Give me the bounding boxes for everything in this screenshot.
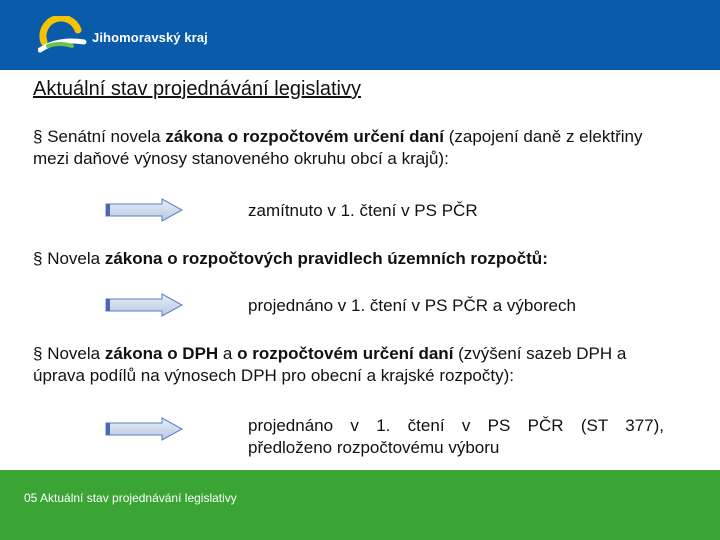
item-3-pre: Novela xyxy=(42,344,105,363)
right-arrow-icon xyxy=(104,292,184,318)
item-1-result: zamítnuto v 1. čtení v PS PČR xyxy=(248,201,478,220)
item-2-text xyxy=(33,248,673,270)
item-2-result: projednáno v 1. čtení v PS PČR a výborech xyxy=(248,296,576,315)
item-3-result-line-2: předloženo rozpočtovému výboru xyxy=(248,438,500,457)
item-1-bold: zákona o rozpočtovém určení daní xyxy=(165,127,445,146)
item-3-bold-2: o rozpočtovém určení daní xyxy=(237,344,454,363)
item-3-result xyxy=(248,415,664,459)
right-arrow-icon xyxy=(104,197,184,223)
item-3-mid: a xyxy=(218,344,238,363)
brand-name: Jihomoravský kraj xyxy=(92,30,208,45)
item-3-bold-1: zákona o DPH xyxy=(104,344,219,363)
item-2-bold: zákona o rozpočtových pravidlech územních rozpočtů: xyxy=(104,249,548,268)
item-3-result-line-1: projednáno v 1. čtení v PS PČR (ST 377), xyxy=(248,416,664,435)
item-2-pre: Novela xyxy=(42,249,105,268)
right-arrow-icon xyxy=(104,416,184,442)
bullet: § xyxy=(33,249,43,268)
item-1-post: (zapojení daně z elektřiny mezi daňové výnosy stanoveného okruhu obcí a krajů): xyxy=(33,127,643,168)
item-1-text xyxy=(33,126,673,170)
footer-band xyxy=(0,470,720,540)
region-logo-icon xyxy=(38,16,88,56)
footer-text: 05 Aktuální stav projednávání legislativy xyxy=(24,491,237,505)
page-title: Aktuální stav projednávání legislativy xyxy=(33,78,361,100)
item-3-post: (zvýšení sazeb DPH a úprava podílů na výnosech DPH pro obecní a krajské rozpočty): xyxy=(33,344,627,385)
item-1-pre: Senátní novela xyxy=(42,127,166,146)
item-3-text xyxy=(33,343,673,387)
bullet: § xyxy=(33,127,43,146)
bullet: § xyxy=(33,344,43,363)
